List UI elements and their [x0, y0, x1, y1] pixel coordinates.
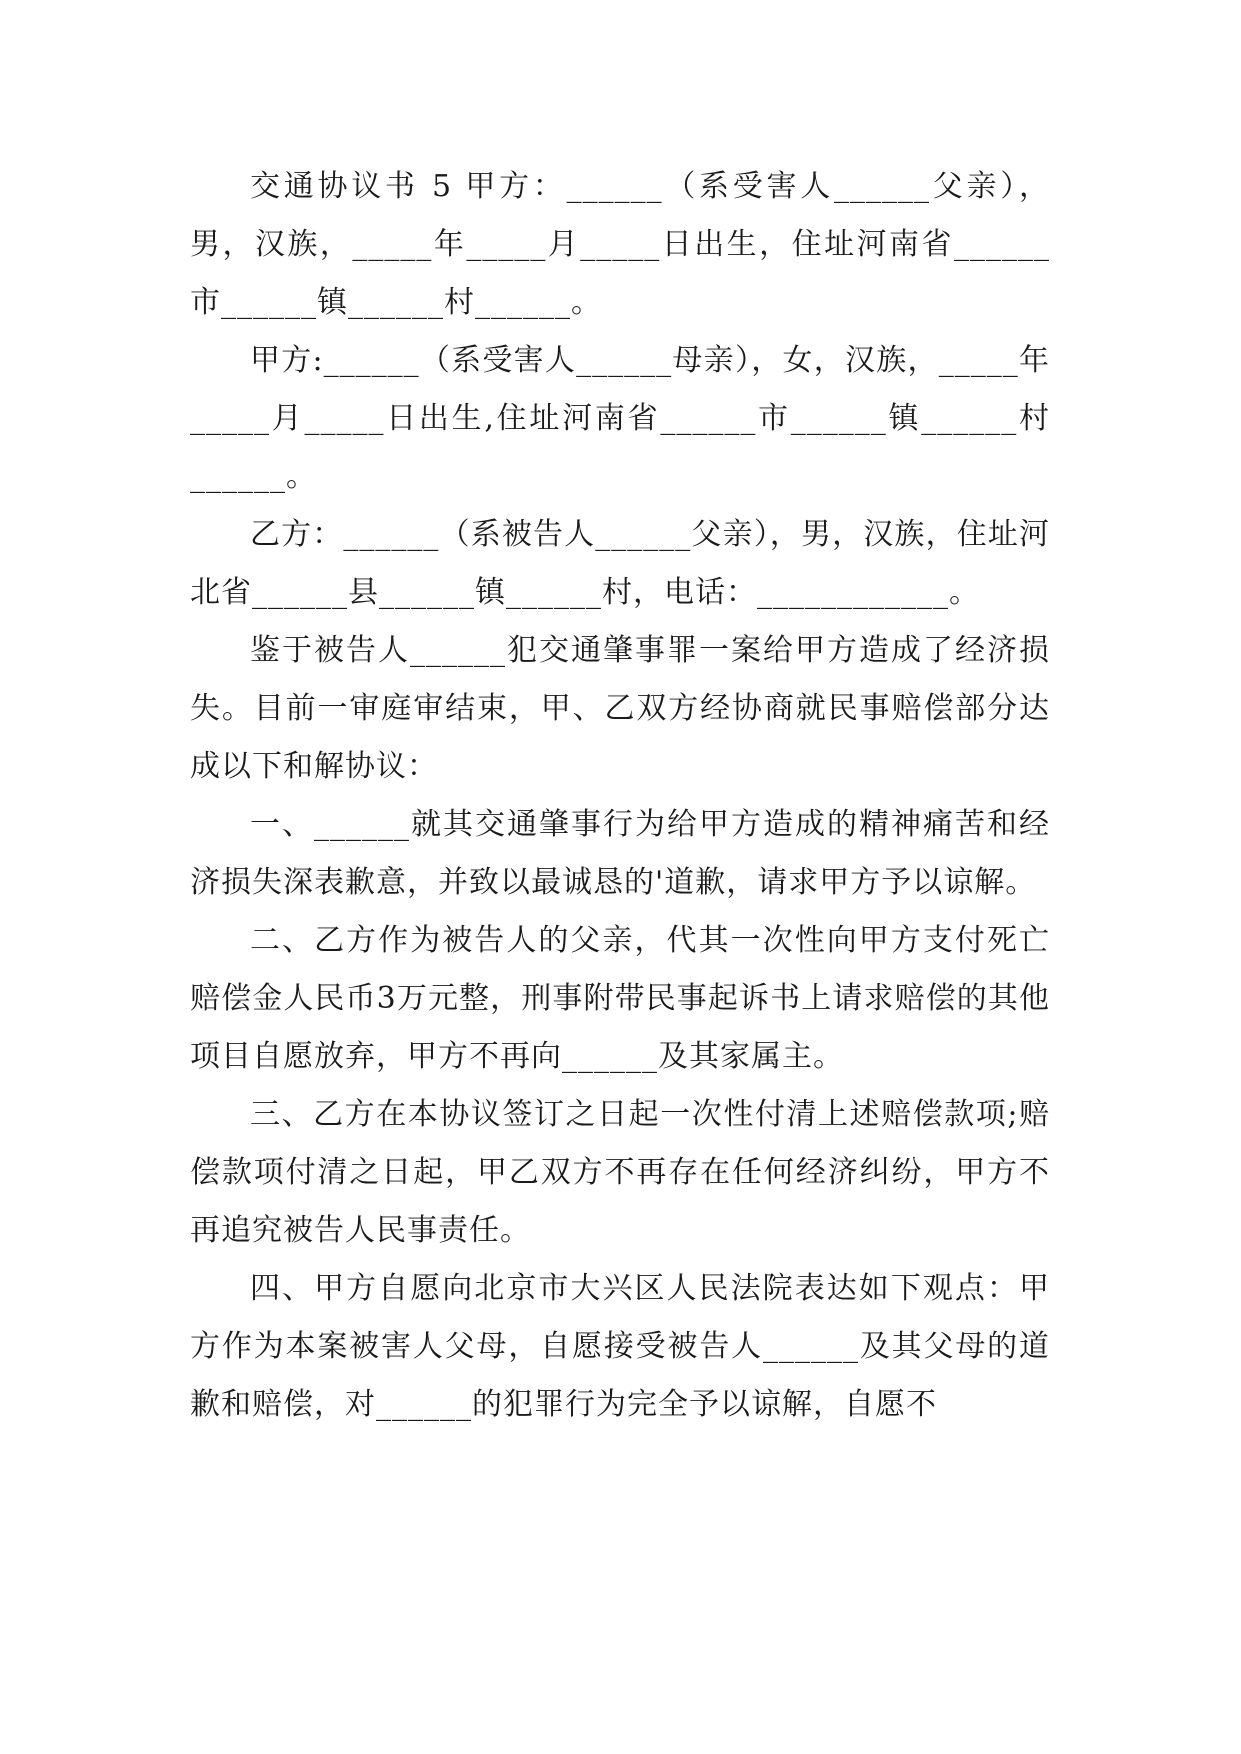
paragraph-clause-4: 四、甲方自愿向北京市大兴区人民法院表达如下观点：甲方作为本案被害人父母，自愿接受被告人______及其父母的道歉和赔偿，对______的犯罪行为完全予以谅解，自愿不 [190, 1271, 1050, 1422]
paragraph-preamble: 鉴于被告人______犯交通肇事罪一案给甲方造成了经济损失。目前一审庭审结束，甲、乙双方经协商就民事赔偿部分达成以下和解协议： [190, 633, 1050, 784]
document-body [190, 158, 1050, 1434]
paragraph-clause-3: 三、乙方在本协议签订之日起一次性付清上述赔偿款项;赔偿款项付清之日起，甲乙双方不再存在任何经济纠纷，甲方不再追究被告人民事责任。 [190, 1097, 1050, 1248]
paragraph-clause-2: 二、乙方作为被告人的父亲，代其一次性向甲方支付死亡赔偿金人民币3万元整，刑事附带民事起诉书上请求赔偿的其他项目自愿放弃，甲方不再向______及其家属主。 [190, 923, 1050, 1074]
paragraph-party-a-mother: 甲方:______（系受害人______母亲），女，汉族，_____年_____月_____日出生,住址河南省______市______镇______村______。 [190, 343, 1050, 494]
paragraph-clause-1: 一、______就其交通肇事行为给甲方造成的精神痛苦和经济损失深表歉意，并致以最诚恳的'道歉，请求甲方予以谅解。 [190, 807, 1050, 900]
paragraph-title-party-a-father: 交通协议书 5 甲方：______（系受害人______父亲），男，汉族，_____年_____月_____日出生，住址河南省______市______镇______村______。 [190, 169, 1050, 320]
paragraph-party-b: 乙方：______（系被告人______父亲），男，汉族，住址河北省______县______镇______村，电话：____________。 [190, 517, 1050, 610]
